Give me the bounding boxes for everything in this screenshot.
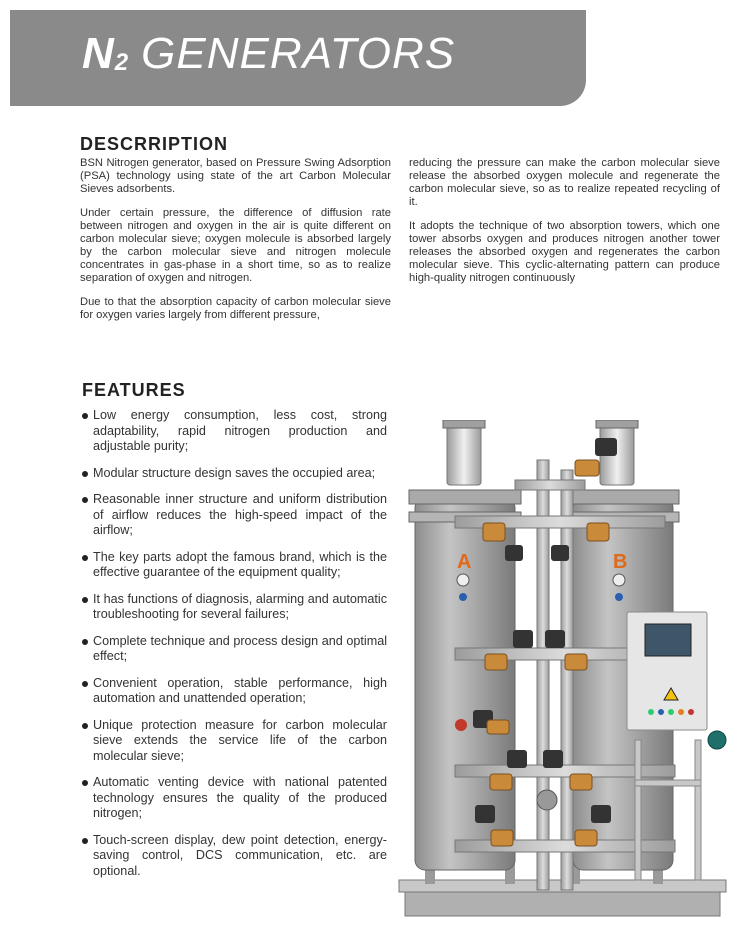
feature-text: Complete technique and process design and optimal effect; [93,633,387,663]
description-paragraph: It adopts the technique of two absorption towers, which one tower absorbs oxygen and produces nitrogen another tower releases the absorbed oxygen and regenerates the carbon molecular sieve. This cyclic-alternating pattern can produce high-quality nitrogen continuously [409,220,720,284]
description-paragraph: Due to that the absorption capacity of carbon molecular sieve for oxygen varies largely from different pressure, [80,296,391,321]
page-title [82,29,456,78]
adsorption-tower-a [409,420,521,870]
feature-item [82,718,387,765]
feature-item [82,592,387,623]
feature-text: Low energy consumption, less cost, strong adaptability, rapid nitrogen production and adjustable purity; [93,408,387,453]
feature-item [82,676,387,707]
feature-text: Unique protection measure for carbon molecular sieve extends the service life of the carbon molecular sieve; [93,717,387,763]
feature-item [82,466,387,482]
bullet-icon [82,639,88,645]
feature-item [82,833,387,880]
bullet-icon [82,597,88,603]
description-heading: DESCRRIPTION [80,134,229,154]
bullet-icon [82,555,88,561]
indicator-light [648,709,654,715]
description-paragraph: reducing the pressure can make the carbon molecular sieve release the absorbed oxygen molecule and regenerate the carbon molecular sieve, so as to realize repeated recycling of it. [409,157,720,208]
bullet-icon [82,413,88,419]
feature-text: Touch-screen display, dew point detection, energy-saving control, DCS communication, etc. are optional. [93,832,387,878]
feature-text: Reasonable inner structure and uniform distribution of airflow reduces the high-speed impact of the airflow; [93,492,387,537]
bullet-icon [82,497,88,503]
feature-text: Modular structure design saves the occupied area; [93,465,376,480]
features-list [82,408,387,890]
feature-item [82,408,387,455]
bullet-icon [82,681,88,687]
title-n2 [82,29,129,78]
title-n: N [82,29,115,78]
feature-item [82,550,387,581]
indicator-light [678,709,684,715]
title-subscript: 2 [114,49,130,76]
bullet-icon [82,723,88,729]
touch-screen [645,624,691,656]
description-paragraph: Under certain pressure, the difference of diffusion rate between nitrogen and oxygen in the air is quite different on carbon molecular sieve; oxygen molecule is absorbed largely by the carbon molecular sieve and nitrogen molecule concentrates in gas-phase in a short time, so as to realize separation of oxygen and nitrogen. [80,207,391,284]
feature-text: Automatic venting device with national patented technology ensures the quality of the produced nitrogen; [93,775,387,820]
feature-text: It has functions of diagnosis, alarming and automatic troubleshooting for several failures; [93,591,387,621]
tower-b-label: B [613,551,628,573]
feature-text: Convenient operation, stable performance, high automation and unattended operation; [93,675,387,705]
description-right-column [409,157,720,296]
feature-item [82,775,387,822]
bullet-icon [82,780,88,786]
tower-a-label: A [457,551,472,573]
feature-text: The key parts adopt the famous brand, which is the effective guarantee of the equipment quality; [93,549,387,579]
feature-item [82,634,387,665]
indicator-light [658,709,664,715]
indicator-light [688,709,694,715]
indicator-light [668,709,674,715]
bullet-icon [82,838,88,844]
nitrogen-generator-image [395,420,740,925]
description-left-column [80,157,391,333]
bullet-icon [82,471,88,477]
description-paragraph: BSN Nitrogen generator, based on Pressure Swing Adsorption (PSA) technology using state of the art Carbon Molecular Sieves adsorbents. [80,157,391,195]
title-rest: GENERATORS [141,29,456,78]
feature-item [82,492,387,539]
features-heading: FEATURES [82,380,186,400]
